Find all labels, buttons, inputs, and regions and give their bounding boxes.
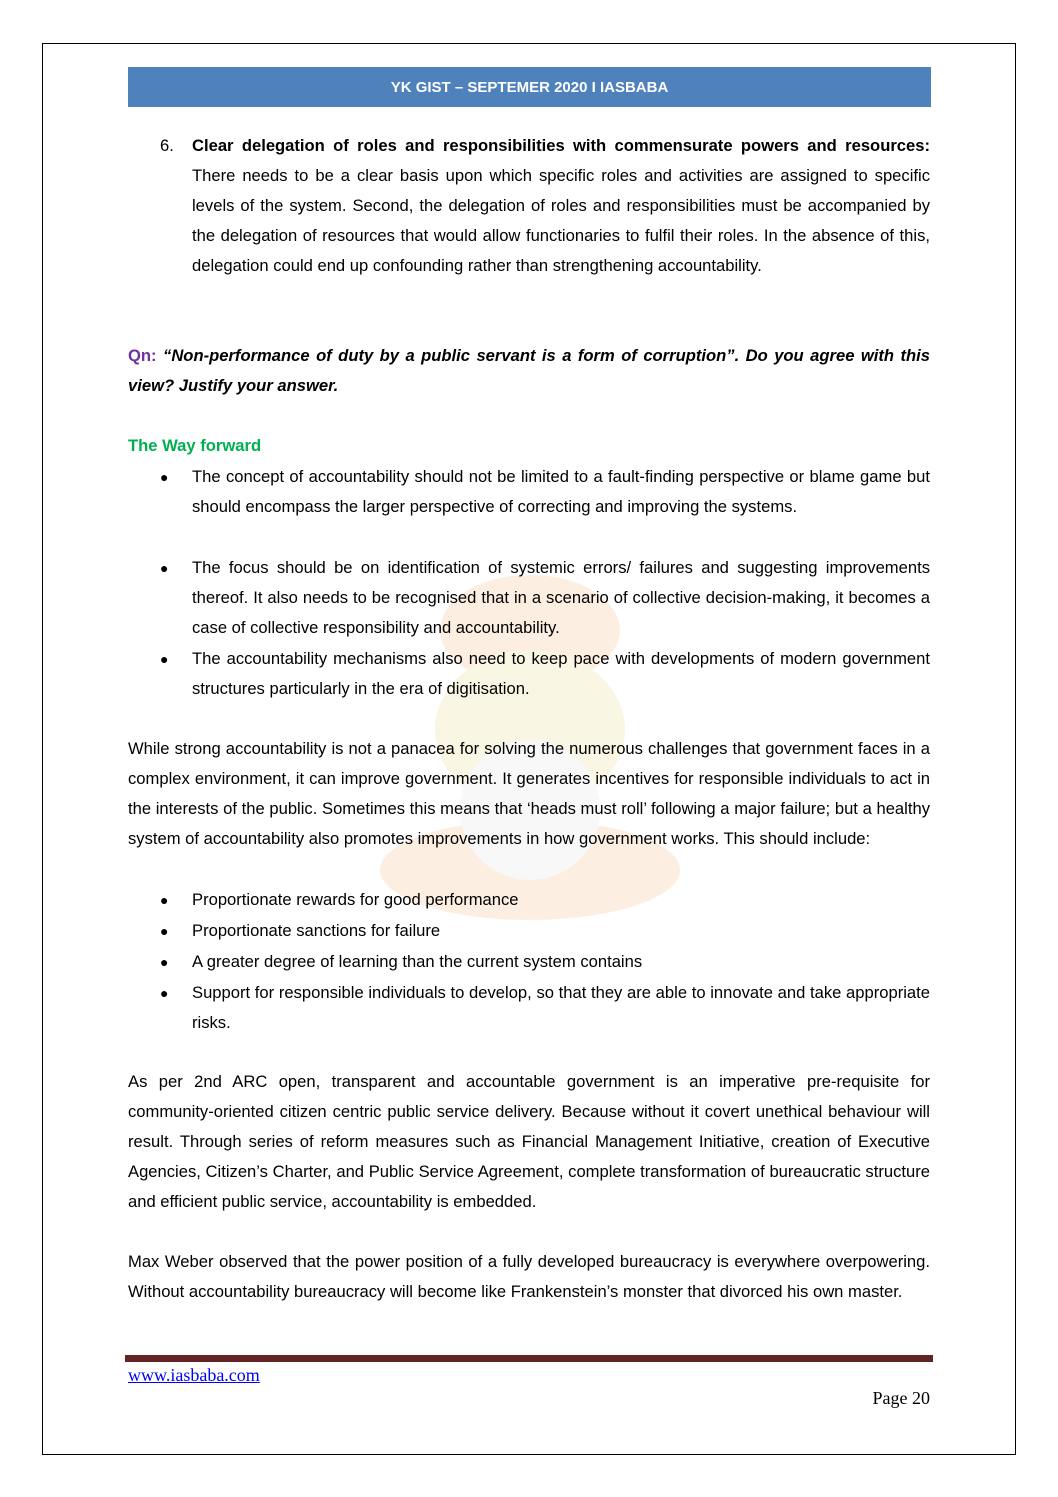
page-number: Page 20	[872, 1388, 930, 1408]
paragraph-2nd-arc: As per 2nd ARC open, transparent and accountable government is an imperative pre-requisite for community-oriented citizen centric public service delivery. Because without it covert unethical behaviour will result. Through series of reform measures such as Financial Management Initiative, creation of Executive Agencies, Citizen’s Charter, and Public Service Agreement, complete transformation of bureaucratic structure and efficient public service, accountability is embedded.	[128, 1072, 930, 1211]
page-header: YK GIST – SEPTEMER 2020 I IASBABA	[128, 67, 931, 107]
item-6-title: Clear delegation of roles and responsibilities with commensurate powers and resources:	[192, 136, 930, 155]
list-number: 6.	[160, 136, 174, 155]
way-forward-bullet: The focus should be on identification of systemic errors/ failures and suggesting improvements thereof. It also needs to be recognised that in a scenario of collective decision-making, it becomes a case of collective responsibility and accountability.	[192, 558, 930, 637]
bullet: ●	[160, 892, 169, 908]
include-bullet: Proportionate rewards for good performance	[192, 890, 519, 909]
bullet: ●	[160, 954, 169, 970]
include-bullet: A greater degree of learning than the current system contains	[192, 952, 643, 971]
paragraph-max-weber: Max Weber observed that the power position of a fully developed bureaucracy is everywhere overpowering. Without accountability bureaucracy will become like Frankenstein’s monster that divorced his own master.	[128, 1252, 930, 1301]
bullet: ●	[160, 923, 169, 939]
item-6	[192, 131, 930, 281]
bullet: ●	[160, 560, 169, 576]
bullet: ●	[160, 985, 169, 1001]
question-text: “Non-performance of duty by a public servant is a form of corruption”. Do you agree with this view? Justify your answer.	[128, 346, 930, 395]
question-label: Qn:	[128, 346, 157, 365]
item-6-text: There needs to be a clear basis upon which specific roles and activities are assigned to specific levels of the system. Second, the delegation of roles and responsibilities must be accompanied by the delegation of resources that would allow functionaries to fulfil their roles. In the absence of this, delegation could end up confounding rather than strengthening accountability.	[192, 166, 930, 275]
bullet: ●	[160, 469, 169, 485]
way-forward-bullet: The concept of accountability should not be limited to a fault-finding perspective or blame game but should encompass the larger perspective of correcting and improving the systems.	[192, 467, 930, 516]
bullet: ●	[160, 651, 169, 667]
way-forward-heading: The Way forward	[128, 436, 262, 455]
paragraph-accountability: While strong accountability is not a panacea for solving the numerous challenges that government faces in a complex environment, it can improve government. It generates incentives for responsible individuals to act in the interests of the public. Sometimes this means that ‘heads must roll’ following a major failure; but a healthy system of accountability also promotes improvements in how government works. This should include:	[128, 739, 930, 848]
way-forward-bullet: The accountability mechanisms also need to keep pace with developments of modern government structures particularly in the era of digitisation.	[192, 649, 930, 698]
website-link[interactable]: www.iasbaba.com	[128, 1365, 260, 1385]
question	[128, 341, 930, 401]
include-bullet: Proportionate sanctions for failure	[192, 921, 441, 940]
include-bullet: Support for responsible individuals to develop, so that they are able to innovate and take appropriate risks.	[192, 983, 930, 1032]
footer-rule	[125, 1355, 933, 1362]
